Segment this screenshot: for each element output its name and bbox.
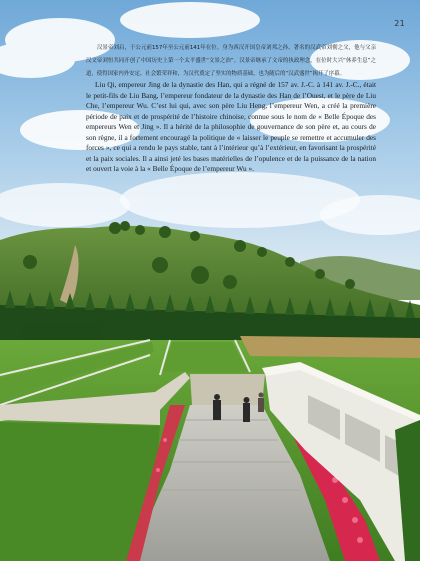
- page-number: 21: [394, 19, 405, 28]
- text-block: [86, 42, 376, 175]
- french-paragraph: Liu Qi, empereur Jing de la dynastie des Han, qui a régné de 157 av. J.-C. à 141 av. J.-C., était le petit-fils de Liu Bang, l’empereur fondateur de la dynastie des Han de l’Ouest, et le père de Liu Che, l’empereur Wu. C’est lui qui, avec son père Liu Heng, l’empereur Wen, a créé la première période de paix et de prospérité de l’histoire chinoise, connue sous le nom de « Belle Époque des empereurs Wen et Jing ». Il a hérité de la philosophie de gouvernance de son père et, au cours de son règne, il a fortement encouragé la politique de « laisser le peuple se remettre et accumuler des forces », ce qui a rendu le pays stable, tant à l’intérieur qu’à l’extérieur, en favorisant la prospérité et la paix sociales. Il a ainsi jeté les bases matérielles de l’opulence et de la puissance de la nation et ouvert la voie à la « Belle Époque de l’empereur Wu ».: [86, 80, 376, 174]
- retaining-wall-back: [190, 374, 265, 405]
- dry-field: [240, 336, 420, 358]
- chinese-paragraph: 汉景帝刘启，于公元前157年至公元前141年在位。身为西汉开国皇帝刘邦之孙、著名的汉武帝刘彻之父，他与父亲汉文帝刘恒共同开创了中国历史上第一个太平盛世“文景之治”。汉景帝继承了文帝的执政理念，在位时大兴“休养生息”之道，使得国家内外安定、社会繁荣祥和，为汉代奠定了坚实的物质基础，也为随后的“汉武盛世”揭开了序幕。: [86, 45, 376, 77]
